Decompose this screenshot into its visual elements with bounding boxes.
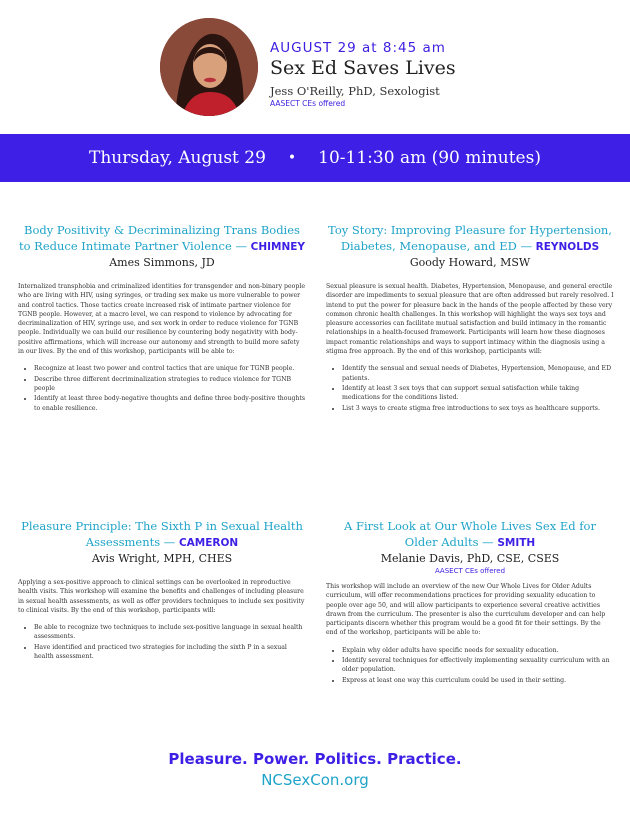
- session-description: Applying a sex-positive approach to clinical settings can be overlooked in reproductive health visits. This workshop will examine the benefits and challenges of including pleasure in sexual health assessments, as well as offer providers techniques to include sex positivity to clinical visits. By the end of this workshop, participants will:: [18, 579, 305, 614]
- session-objectives: [18, 364, 306, 412]
- session-title: [326, 518, 614, 551]
- session-card: [18, 222, 306, 414]
- conference-website-link[interactable]: NCSexCon.org: [261, 771, 369, 789]
- objective-item: • Identify at least 3 sex toys that can support sexual satisfaction while taking medications for the conditions listed.: [342, 384, 614, 403]
- objective-item: • Have identified and practiced two strategies for including the sixth P in a sexual health assessment.: [34, 643, 306, 662]
- event-header: [0, 0, 630, 134]
- objective-item: • Express at least one way this curriculum could be used in their setting.: [342, 676, 614, 685]
- session-description: Sexual pleasure is sexual health. Diabetes, Hypertension, Menopause, and general erectile disorder are impediments to sexual pleasure that are often addressed but rarely resolved. I intend to put the power for pleasure back in the hands of the people affected by these very common chronic health challenges. In this workshop will highlight the ways sex toys and pleasure accessories can facilitate mutual satisfaction and build intimacy in the romantic relationships in a health-focused framework. Participants will learn how these diagnoses impact romantic relationships and ways to support intimacy within the diagnosis using a stigma free approach. By the end of this workshop, participants will:: [326, 283, 614, 356]
- session-room: REYNOLDS: [535, 241, 600, 253]
- session-objectives: [326, 364, 614, 412]
- session-title: [326, 222, 614, 255]
- conference-tagline: Pleasure. Power. Politics. Practice.: [168, 750, 462, 768]
- banner-time: 10-11:30 am (90 minutes): [318, 148, 541, 168]
- session-card: [18, 518, 306, 662]
- session-objectives: [18, 623, 306, 661]
- session-presenter: Avis Wright, MPH, CHES: [91, 552, 233, 565]
- presenter-photo: [160, 18, 258, 116]
- objective-item: • Be able to recognize two techniques to include sex-positive language in sexual health assessments.: [34, 623, 306, 642]
- objective-item: • Explain why older adults have specific needs for sexuality education.: [342, 646, 614, 655]
- session-card: [326, 518, 614, 686]
- session-presenter: Melanie Davis, PhD, CSE, CSES: [380, 552, 560, 565]
- session-presenter: Goody Howard, MSW: [409, 256, 531, 269]
- session-date-time: AUGUST 29 at 8:45 am: [270, 40, 446, 56]
- session-description: Internalized transphobia and criminalized identities for transgender and non-binary people who are living with HIV, using syringes, or trading sex make us more vulnerable to power and control tactics. Those tactics create increased risk of intimate partner violence for TGNB people. However, at a macro level, we can respond to violence by advocating for decriminalization of HIV, syringe use, and sex work in order to reduce violence for TGNB people. Individually we can build our resilience by countering body negativity with body-positive affirmations, which will increase our autonomy and strength to build more safety in our lives. By the end of this workshop, participants will be able to:: [18, 283, 305, 356]
- day-banner: [0, 134, 630, 182]
- objective-item: • Describe three different decriminalization strategies to reduce violence for TGNB people: [34, 375, 306, 394]
- banner-separator: •: [287, 150, 297, 166]
- session-title-text: Toy Story: Improving Pleasure for Hypertension, Diabetes, Menopause, and ED —: [328, 223, 612, 253]
- banner-day: Thursday, August 29: [89, 148, 266, 168]
- session-presenter: Ames Simmons, JD: [109, 256, 215, 269]
- objective-item: • Identify at least three body-negative thoughts and define three body-positive thoughts to enable resilience.: [34, 394, 306, 413]
- keynote-presenter: Jess O'Reilly, PhD, Sexologist: [270, 84, 440, 98]
- objective-item: • List 3 ways to create stigma free introductions to sex toys as healthcare supports.: [342, 404, 614, 413]
- session-description: This workshop will include an overview of the new Our Whole Lives for Older Adults curriculum, will offer recommendations practices for providing sexuality education to people over age 50, and will allow participants to experience several creative activities drawn from the curriculum. The presenter is also the curriculum developer and can help participants discern whether this program would be a good fit for their settings. By the end of the workshop, participants will be able to:: [326, 583, 606, 637]
- session-card: [326, 222, 614, 414]
- session-objectives: [326, 646, 614, 685]
- keynote-title: Sex Ed Saves Lives: [270, 57, 456, 79]
- session-title-text: Pleasure Principle: The Sixth P in Sexual Health Assessments —: [21, 519, 303, 549]
- objective-item: • Identify several techniques for effectively implementing sexuality curriculum with an older population.: [342, 656, 614, 675]
- session-title-text: Body Positivity & Decriminalizing Trans Bodies to Reduce Intimate Partner Violence —: [18, 223, 300, 253]
- session-room: CHIMNEY: [250, 241, 306, 253]
- session-title: [18, 222, 306, 255]
- session-title-text: A First Look at Our Whole Lives Sex Ed for Older Adults —: [344, 519, 596, 549]
- keynote-ce-note: AASECT CEs offered: [270, 99, 346, 108]
- session-room: CAMERON: [178, 537, 239, 549]
- session-ce-note: AASECT CEs offered: [434, 567, 506, 575]
- objective-item: • Recognize at least two power and control tactics that are unique for TGNB people.: [34, 364, 306, 373]
- session-title: [18, 518, 306, 551]
- session-room: SMITH: [497, 537, 536, 549]
- objective-item: • Identify the sensual and sexual needs of Diabetes, Hypertension, Menopause, and ED patients.: [342, 364, 614, 383]
